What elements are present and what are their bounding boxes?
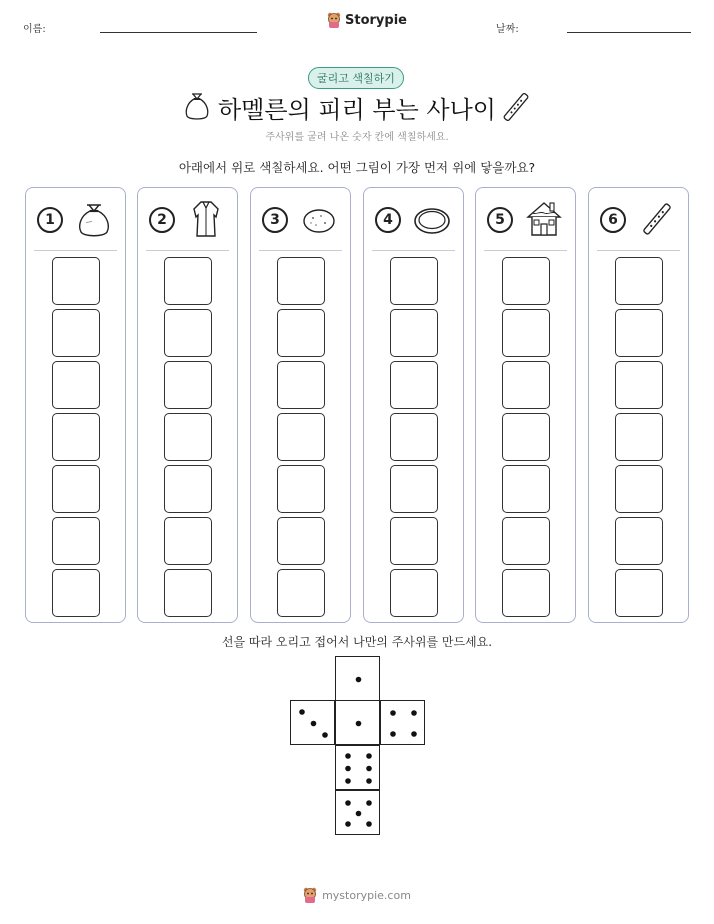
column-1 bbox=[25, 187, 126, 623]
dice-pip bbox=[345, 800, 351, 806]
dice-pip bbox=[390, 710, 396, 716]
color-box[interactable] bbox=[615, 517, 663, 565]
house-icon bbox=[524, 199, 564, 239]
color-box[interactable] bbox=[502, 517, 550, 565]
dice-pip bbox=[366, 778, 372, 784]
dice-pip bbox=[345, 821, 351, 827]
footer-url[interactable]: mystorypie.com bbox=[322, 888, 411, 902]
color-box[interactable] bbox=[390, 465, 438, 513]
color-box[interactable] bbox=[52, 517, 100, 565]
dice-pips bbox=[336, 791, 381, 836]
column-5 bbox=[475, 187, 576, 623]
dice-pip bbox=[366, 753, 372, 759]
date-line[interactable] bbox=[567, 32, 691, 33]
bear-logo-icon bbox=[303, 887, 317, 903]
dice-pip bbox=[366, 766, 372, 772]
column-number: 2 bbox=[149, 207, 175, 233]
color-box[interactable] bbox=[502, 257, 550, 305]
dice-pip bbox=[345, 753, 351, 759]
dice-pips bbox=[336, 746, 381, 791]
dice-face-right bbox=[380, 700, 425, 745]
color-box[interactable] bbox=[390, 361, 438, 409]
footer bbox=[0, 887, 714, 903]
color-box[interactable] bbox=[390, 413, 438, 461]
color-box[interactable] bbox=[52, 361, 100, 409]
name-line[interactable] bbox=[100, 32, 257, 33]
fold-instruction: 선을 따라 오리고 접어서 나만의 주사위를 만드세요. bbox=[221, 635, 493, 649]
column-number: 3 bbox=[262, 207, 288, 233]
page-subtitle: 주사위를 굴려 나온 숫자 칸에 색칠하세요. bbox=[265, 132, 449, 143]
dice-pips bbox=[291, 701, 336, 746]
dice-face-center bbox=[335, 700, 380, 745]
color-box[interactable] bbox=[502, 413, 550, 461]
color-box[interactable] bbox=[277, 465, 325, 513]
column-number: 1 bbox=[37, 207, 63, 233]
name-label: 이름: bbox=[23, 24, 46, 35]
color-box[interactable] bbox=[277, 361, 325, 409]
color-box[interactable] bbox=[277, 569, 325, 617]
color-box[interactable] bbox=[615, 413, 663, 461]
column-number: 4 bbox=[375, 207, 401, 233]
dice-pip bbox=[345, 778, 351, 784]
dice-pip bbox=[356, 721, 362, 727]
color-box[interactable] bbox=[164, 517, 212, 565]
color-box[interactable] bbox=[502, 465, 550, 513]
color-box[interactable] bbox=[277, 309, 325, 357]
color-box[interactable] bbox=[615, 257, 663, 305]
dice-pip bbox=[411, 731, 417, 737]
column-2 bbox=[137, 187, 238, 623]
color-box[interactable] bbox=[390, 309, 438, 357]
brand-name: Storypie bbox=[345, 12, 407, 28]
color-box[interactable] bbox=[502, 569, 550, 617]
color-box[interactable] bbox=[615, 465, 663, 513]
dice-pip bbox=[411, 710, 417, 716]
robe-icon bbox=[186, 199, 226, 239]
color-box[interactable] bbox=[615, 309, 663, 357]
color-box[interactable] bbox=[615, 361, 663, 409]
color-box[interactable] bbox=[277, 413, 325, 461]
dice-pips bbox=[381, 701, 426, 746]
color-box[interactable] bbox=[52, 569, 100, 617]
column-divider bbox=[372, 250, 455, 251]
color-box[interactable] bbox=[390, 569, 438, 617]
plate-icon bbox=[412, 199, 452, 239]
color-box[interactable] bbox=[615, 569, 663, 617]
color-box[interactable] bbox=[164, 309, 212, 357]
color-box[interactable] bbox=[164, 569, 212, 617]
dice-pip bbox=[311, 721, 317, 727]
color-box[interactable] bbox=[390, 257, 438, 305]
column-number: 5 bbox=[487, 207, 513, 233]
flute-icon bbox=[502, 90, 530, 124]
column-divider bbox=[259, 250, 342, 251]
activity-badge: 굴리고 색칠하기 bbox=[308, 67, 404, 89]
color-box[interactable] bbox=[52, 309, 100, 357]
color-box[interactable] bbox=[277, 257, 325, 305]
dice-face-bottom bbox=[335, 790, 380, 835]
column-divider bbox=[34, 250, 117, 251]
dice-face-lower bbox=[335, 745, 380, 790]
page-title: 하멜른의 피리 부는 사나이 bbox=[218, 96, 496, 124]
dice-pip bbox=[356, 811, 362, 817]
color-box[interactable] bbox=[502, 309, 550, 357]
color-box[interactable] bbox=[164, 257, 212, 305]
bear-logo-icon bbox=[327, 12, 341, 28]
column-4 bbox=[363, 187, 464, 623]
color-box[interactable] bbox=[164, 361, 212, 409]
color-box[interactable] bbox=[52, 465, 100, 513]
color-box[interactable] bbox=[52, 413, 100, 461]
dice-pip bbox=[366, 821, 372, 827]
color-box[interactable] bbox=[164, 465, 212, 513]
color-box[interactable] bbox=[502, 361, 550, 409]
column-6 bbox=[588, 187, 689, 623]
dice-pip bbox=[322, 732, 328, 738]
column-3 bbox=[250, 187, 351, 623]
dice-pip bbox=[390, 731, 396, 737]
dice-face-top bbox=[335, 656, 380, 701]
brand-logo bbox=[327, 12, 407, 28]
column-number: 6 bbox=[600, 207, 626, 233]
color-box[interactable] bbox=[164, 413, 212, 461]
color-box[interactable] bbox=[390, 517, 438, 565]
dice-pips bbox=[336, 657, 381, 702]
dice-pip bbox=[345, 766, 351, 772]
date-label: 날짜: bbox=[496, 24, 519, 35]
dice-face-left bbox=[290, 700, 335, 745]
column-divider bbox=[146, 250, 229, 251]
stone-icon bbox=[299, 199, 339, 239]
dice-pips bbox=[336, 701, 381, 746]
flute-icon bbox=[637, 199, 677, 239]
color-box[interactable] bbox=[52, 257, 100, 305]
sack-icon bbox=[74, 199, 114, 239]
dice-pip bbox=[356, 677, 362, 683]
instruction-text: 아래에서 위로 색칠하세요. 어떤 그림이 가장 먼저 위에 닿을까요? bbox=[178, 160, 536, 175]
column-divider bbox=[484, 250, 567, 251]
dice-pip bbox=[299, 709, 305, 715]
dice-pip bbox=[366, 800, 372, 806]
column-divider bbox=[597, 250, 680, 251]
color-box[interactable] bbox=[277, 517, 325, 565]
